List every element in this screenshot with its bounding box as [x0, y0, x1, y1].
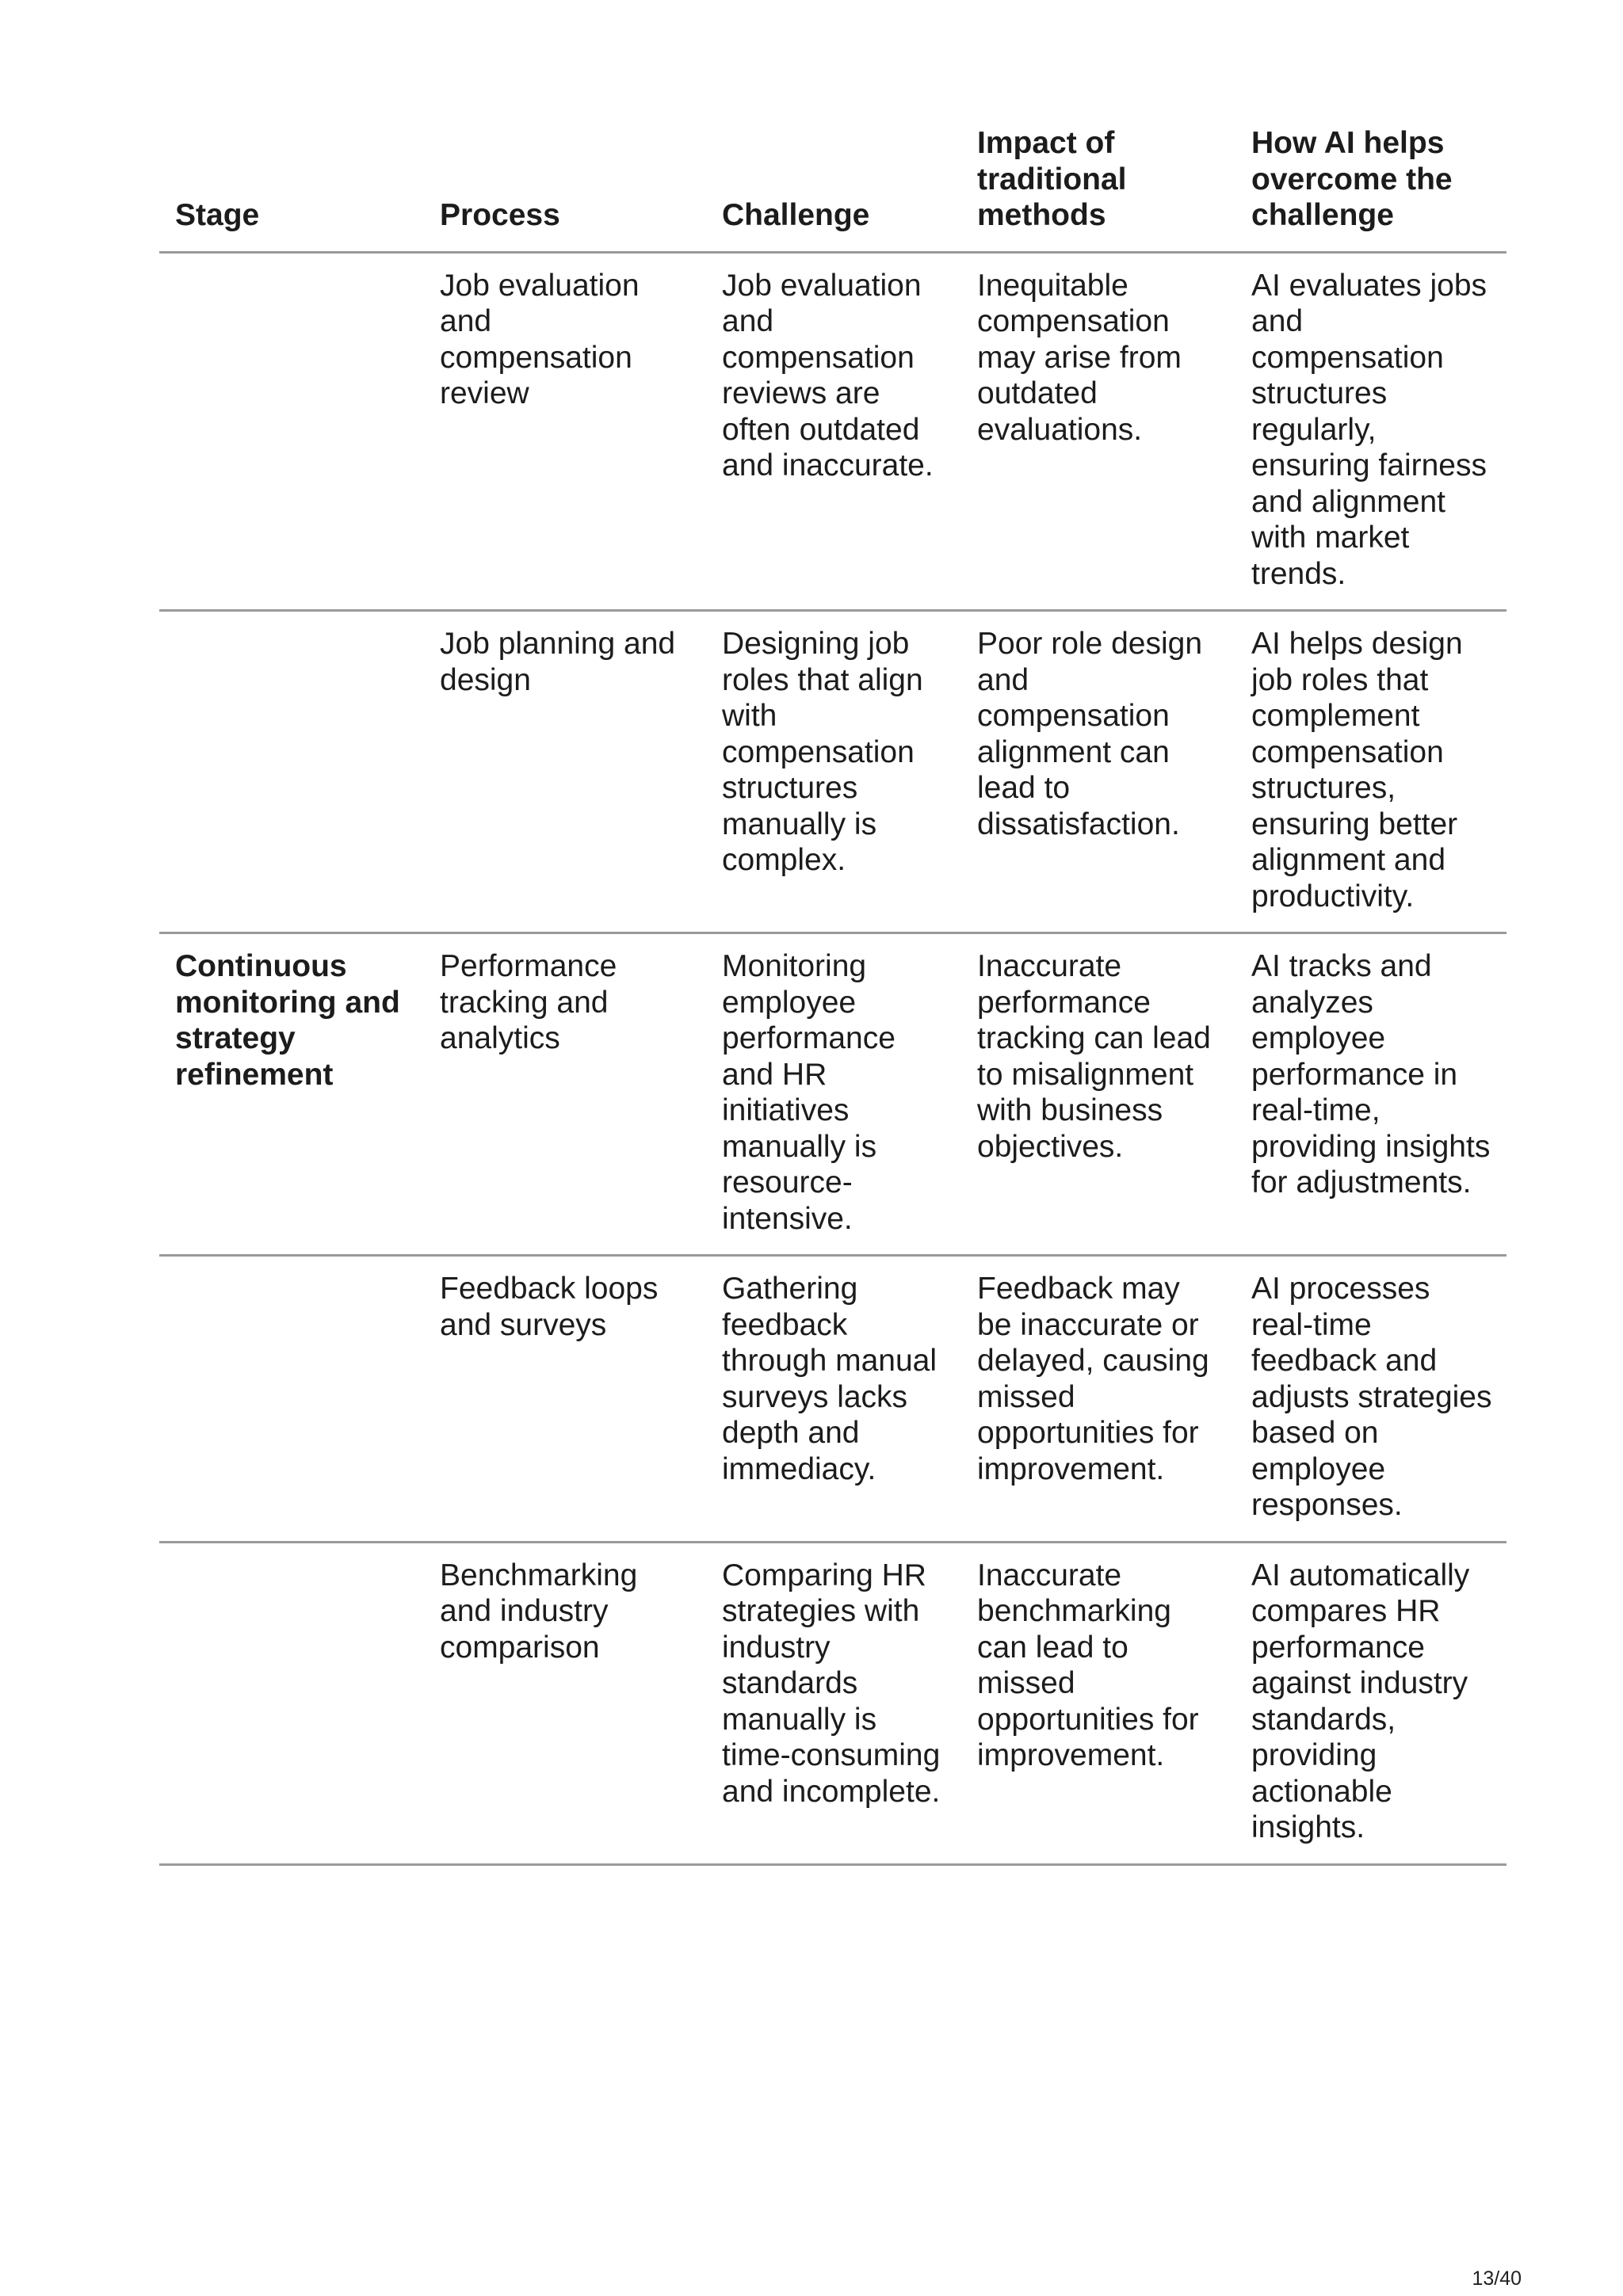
- cell-ai: AI helps design job roles that complement compensation structures, ensuring better alignment and productivity.: [1235, 611, 1507, 933]
- cell-challenge: Comparing HR strategies with industry standards manually is time-consuming and incomplete.: [706, 1542, 961, 1864]
- cell-stage: [159, 1542, 424, 1864]
- comparison-table: [159, 125, 1507, 1866]
- table-row: [159, 1256, 1507, 1543]
- table-row: [159, 611, 1507, 933]
- cell-impact: Inequitable compensation may arise from outdated evaluations.: [961, 252, 1235, 611]
- cell-ai: AI automatically compares HR performance against industry standards, providing actionable insights.: [1235, 1542, 1507, 1864]
- cell-challenge: Gathering feedback through manual surveys lacks depth and immediacy.: [706, 1256, 961, 1543]
- cell-process: Performance tracking and analytics: [424, 933, 706, 1256]
- table-body: [159, 252, 1507, 1864]
- table-row: [159, 252, 1507, 611]
- cell-ai: AI processes real-time feedback and adjusts strategies based on employee responses.: [1235, 1256, 1507, 1543]
- cell-challenge: Designing job roles that align with compensation structures manually is complex.: [706, 611, 961, 933]
- cell-process: Job evaluation and compensation review: [424, 252, 706, 611]
- cell-impact: Inaccurate benchmarking can lead to missed opportunities for improvement.: [961, 1542, 1235, 1864]
- cell-ai: AI evaluates jobs and compensation structures regularly, ensuring fairness and alignment with market trends.: [1235, 252, 1507, 611]
- cell-stage: [159, 252, 424, 611]
- cell-impact: Inaccurate performance tracking can lead to misalignment with business objectives.: [961, 933, 1235, 1256]
- page-number: 13/40: [1472, 2267, 1522, 2290]
- header-impact: Impact of traditional methods: [961, 125, 1235, 252]
- header-process: Process: [424, 125, 706, 252]
- header-ai: How AI helps overcome the challenge: [1235, 125, 1507, 252]
- table-row: [159, 933, 1507, 1256]
- cell-stage: [159, 611, 424, 933]
- cell-impact: Feedback may be inaccurate or delayed, causing missed opportunities for improvement.: [961, 1256, 1235, 1543]
- cell-ai: AI tracks and analyzes employee performance in real-time, providing insights for adjustments.: [1235, 933, 1507, 1256]
- cell-process: Benchmarking and industry comparison: [424, 1542, 706, 1864]
- header-row: [159, 125, 1507, 252]
- cell-challenge: Job evaluation and compensation reviews are often outdated and inaccurate.: [706, 252, 961, 611]
- table-header: [159, 125, 1507, 252]
- header-stage: Stage: [159, 125, 424, 252]
- cell-stage: Continuous monitoring and strategy refinement: [159, 933, 424, 1256]
- cell-stage: [159, 1256, 424, 1543]
- cell-process: Feedback loops and surveys: [424, 1256, 706, 1543]
- cell-process: Job planning and design: [424, 611, 706, 933]
- cell-challenge: Monitoring employee performance and HR initiatives manually is resource-intensive.: [706, 933, 961, 1256]
- cell-impact: Poor role design and compensation alignment can lead to dissatisfaction.: [961, 611, 1235, 933]
- header-challenge: Challenge: [706, 125, 961, 252]
- table-row: [159, 1542, 1507, 1864]
